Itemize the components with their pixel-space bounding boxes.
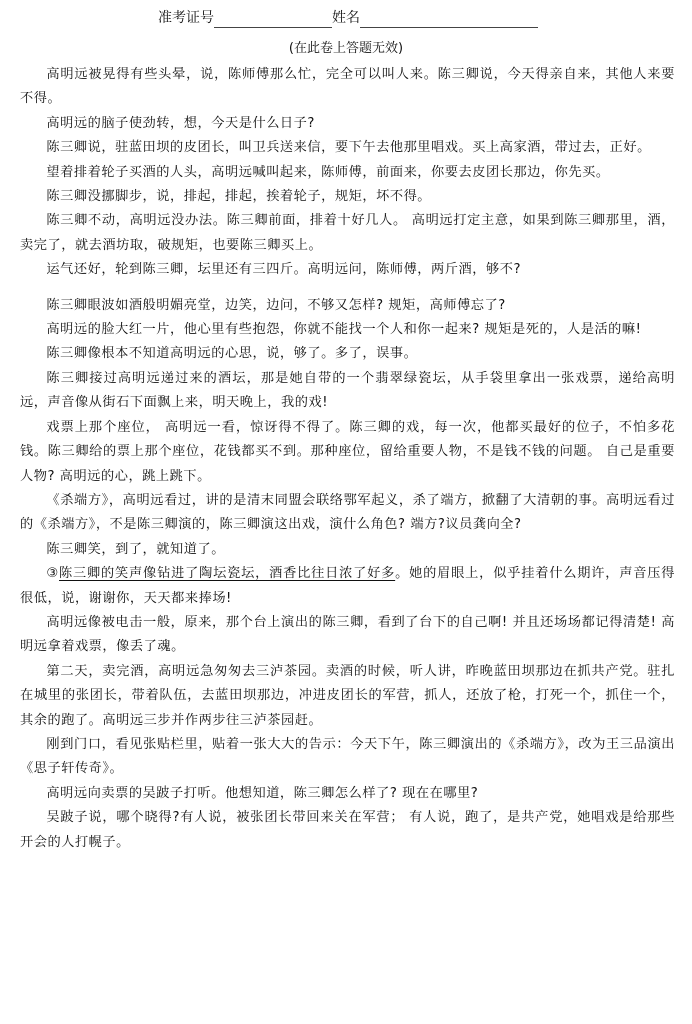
paragraph-7: 运气还好，轮到陈三卿，坛里还有三四斤。高明远问，陈师傅，两斤酒，够不?: [46, 262, 522, 278]
name-label: 姓名: [332, 10, 360, 26]
paragraph-19: 高明远向卖票的吴跛子打听。他想知道，陈三卿怎么样了? 现在在哪里?: [46, 785, 479, 801]
exam-id-label: 准考证号: [158, 10, 214, 26]
paragraph-13: 《杀端方》，高明远看过，讲的是清末同盟会联络鄂军起义，杀了端方，掀翻了大清朝的事。高明远看过的《杀端方》，不是陈三卿演的，陈三卿演这出戏，演什么角色? 端方?议员龚向全?: [20, 492, 675, 533]
paragraph-9: 高明远的脸大红一片，他心里有些抱怨，你就不能找一个人和你一起来? 规矩是死的，人是活的嘛!: [46, 322, 642, 338]
paragraph-10: 陈三卿像根本不知道高明远的心思，说，够了。多了，误事。: [46, 346, 418, 362]
invalid-answer-notice: (在此卷上答题无效): [288, 41, 404, 56]
paragraph-3: 陈三卿说，驻蓝田坝的皮团长，叫卫兵送来信，要下午去他那里唱戏。买上高家酒，带过去，正好。: [46, 140, 651, 156]
paragraph-1: 高明远被晃得有些头晕，说，陈师傅那么忙，完全可以叫人来。陈三卿说，今天得亲自来，其他人来要不得。: [20, 67, 675, 107]
paragraph-6: 陈三卿不动，高明远没办法。陈三卿前面，排着十好几人。 高明远打定主意，如果到陈三卿那里，酒，卖完了，就去酒坊取，破规矩，也要陈三卿买上。: [20, 213, 675, 253]
candidate-info-header: [158, 8, 538, 28]
paragraph-20: 吴跛子说，哪个晓得?有人说，被张团长带回来关在军营； 有人说，跑了，是共产党，她唱戏是给那些开会的人打幌子。: [20, 810, 675, 850]
paragraph-14: 陈三卿笑，到了，就知道了。: [46, 541, 225, 557]
paragraph-16: 高明远像被电击一般，原来，那个台上演出的陈三卿，看到了台下的自己啊! 并且还场场都记得清楚! 高明远拿着戏票，像丢了魂。: [20, 614, 675, 655]
paragraph-8: 陈三卿眼波如酒般明媚亮堂，边笑，边问，不够又怎样? 规矩，高师傅忘了?: [46, 297, 506, 313]
paragraph-5: 陈三卿没挪脚步，说，排起，排起，挨着轮子，规矩，坏不得。: [46, 189, 432, 205]
paragraph-15-rest: 。她的眉眼上，似乎挂着什么期许，声音压得很低，说，谢谢你，天天都来捧场!: [20, 566, 675, 606]
name-field[interactable]: [360, 11, 538, 28]
paragraph-12: 戏票上那个座位， 高明远一看，惊讶得不得了。陈三卿的戏，每一次，他都买最好的位子，不怕多花钱。陈三卿给的票上那个座位，花钱都买不到。那种座位，留给重要人物，不是钱不钱的问题。 自己是重要人物? 高明远的心，跳上跳下。: [20, 419, 675, 484]
paragraph-17: 第二天，卖完酒，高明远急匆匆去三泸茶园。卖酒的时候，听人讲，昨晚蓝田坝那边在抓共产党。驻扎在城里的张团长，带着队伍，去蓝田坝那边，冲进皮团长的军营，抓人，还放了枪，打死一个，抓住一个，其余的跑了。高明远三步并作两步往三泸茶园赶。: [20, 663, 675, 728]
question-marker-3: ③: [46, 566, 60, 582]
paragraph-18: 刚到门口，看见张贴栏里，贴着一张大大的告示：今天下午，陈三卿演出的《杀端方》，改为王三品演出《思子轩传奇》。: [20, 736, 675, 777]
paragraph-4: 望着排着轮子买酒的人头，高明远喊叫起来，陈师傅，前面来，你要去皮团长那边，你先买。: [46, 164, 610, 180]
underlined-sentence: 陈三卿的笑声像钻进了陶坛瓷坛，酒香比往日浓了好多: [59, 566, 396, 582]
exam-id-field[interactable]: [214, 11, 332, 28]
passage-body: [20, 63, 675, 855]
paragraph-15-marked: [20, 562, 675, 611]
paragraph-2: 高明远的脑子使劲转，想，今天是什么日子?: [46, 115, 315, 131]
paragraph-11: 陈三卿接过高明远递过来的酒坛，那是她自带的一个翡翠绿瓷坛，从手袋里拿出一张戏票，递给高明远，声音像从街石下面飘上来，明天晚上，我的戏!: [20, 370, 675, 411]
